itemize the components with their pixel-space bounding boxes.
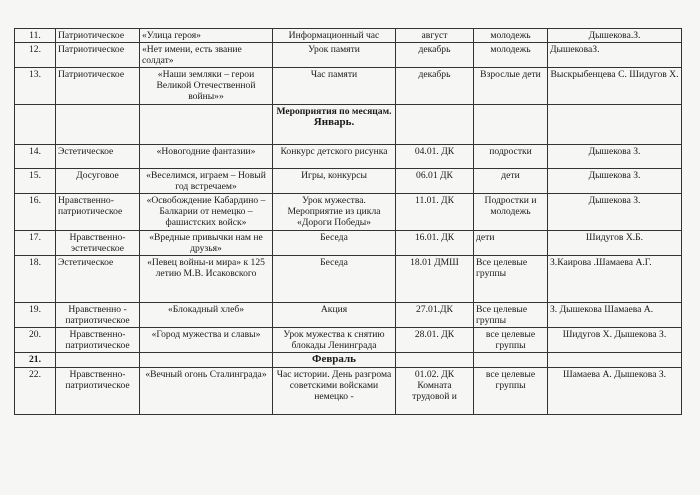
event-date-place: 01.02. ДК Комната трудовой и [396,368,474,415]
event-responsible: Дышекова З. [548,194,682,231]
event-responsible: Выскрыбенцева С. Шидугов Х. [548,68,682,105]
event-direction: Эстетическое [56,256,140,303]
event-date-place: 06.01 ДК [396,169,474,194]
event-date-place: декабрь [396,68,474,105]
row-number: 21. [15,353,56,368]
event-audience: Взрослые дети [474,68,548,105]
event-responsible: Дышекова З. [548,169,682,194]
section-heading [273,105,396,145]
section-header-row [15,105,682,145]
event-form: Урок мужества к снятию блокады Ленинграда [273,328,396,353]
event-audience: Все целевые группы [474,303,548,328]
row-number: 19. [15,303,56,328]
event-title: «Нет имени, есть звание солдат» [140,43,273,68]
row-number: 16. [15,194,56,231]
row-number: 22. [15,368,56,415]
event-audience: дети [474,169,548,194]
row-number: 12. [15,43,56,68]
table-row [15,231,682,256]
event-direction: Нравственно-патриотическое [56,368,140,415]
event-date-place: 04.01. ДК [396,145,474,169]
table-row [15,303,682,328]
event-direction: Эстетическое [56,145,140,169]
event-form: Урок памяти [273,43,396,68]
event-date-place: 28.01. ДК [396,328,474,353]
event-title: «Город мужества и славы» [140,328,273,353]
event-date-place: 18.01 ДМШ [396,256,474,303]
row-number: 20. [15,328,56,353]
month-heading: Январь. [313,116,355,128]
table-row [15,68,682,105]
row-number: 17. [15,231,56,256]
event-audience: дети [474,231,548,256]
event-direction: Досуговое [56,169,140,194]
event-form: Конкурс детского рисунка [273,145,396,169]
month-heading: Февраль [273,353,396,368]
event-direction: Нравственно-патриотическое [56,194,140,231]
row-number: 18. [15,256,56,303]
event-responsible: Шидугов Х.Б. [548,231,682,256]
event-responsible: Шамаева А. Дышекова З. [548,368,682,415]
table-row [15,29,682,43]
event-title: «Блокадный хлеб» [140,303,273,328]
event-audience: все целевые группы [474,328,548,353]
event-title: «Освобождение Кабардино – Балкарии от немецко – фашистских войск» [140,194,273,231]
event-title: «Новогодние фантазии» [140,145,273,169]
row-number: 11. [15,29,56,43]
event-title: «Певец войны-и мира» к 125 летию М.В. Исаковского [140,256,273,303]
event-title: «Веселимся, играем – Новый год встречаем» [140,169,273,194]
event-form: Беседа [273,231,396,256]
table-row [15,368,682,415]
event-responsible: Дышекова.З. [548,29,682,43]
row-number: 14. [15,145,56,169]
section-title: Мероприятия по месяцам. [276,106,392,117]
event-form: Урок мужества. Мероприятие из цикла «Дороги Победы» [273,194,396,231]
event-form: Беседа [273,256,396,303]
event-title: «Вечный огонь Сталинграда» [140,368,273,415]
event-responsible: ДышековаЗ. [548,43,682,68]
event-form: Час памяти [273,68,396,105]
event-form: Акция [273,303,396,328]
events-plan-table [14,28,682,415]
event-date-place: 27.01.ДК [396,303,474,328]
event-audience: подростки [474,145,548,169]
event-form: Игры, конкурсы [273,169,396,194]
event-audience: все целевые группы [474,368,548,415]
event-direction: Нравственно - патриотическое [56,303,140,328]
event-date-place: август [396,29,474,43]
table-row [15,43,682,68]
event-form: Информационный час [273,29,396,43]
row-number: 13. [15,68,56,105]
event-audience: молодежь [474,43,548,68]
event-direction: Патриотическое [56,43,140,68]
event-date-place: 16.01. ДК [396,231,474,256]
event-responsible: Шидугов Х. Дышекова З. [548,328,682,353]
table-row [15,194,682,231]
row-number: 15. [15,169,56,194]
table-row [15,169,682,194]
event-form: Час истории. День разгрома советскими войсками немецко - [273,368,396,415]
event-direction: Нравственно-эстетическое [56,231,140,256]
event-date-place: декабрь [396,43,474,68]
event-direction: Нравственно-патриотическое [56,328,140,353]
table-row [15,256,682,303]
event-date-place: 11.01. ДК [396,194,474,231]
event-title: «Вредные привычки нам не друзья» [140,231,273,256]
event-title: «Улица героя» [140,29,273,43]
event-title: «Наши земляки – герои Великой Отечественной войны»» [140,68,273,105]
event-audience: молодежь [474,29,548,43]
month-row [15,353,682,368]
event-responsible: З. Дышекова Шамаева А. [548,303,682,328]
table-row [15,145,682,169]
event-audience: Все целевые группы [474,256,548,303]
table-row [15,328,682,353]
event-responsible: Дышекова З. [548,145,682,169]
event-audience: Подростки и молодежь [474,194,548,231]
event-direction: Патриотическое [56,68,140,105]
event-direction: Патриотическое [56,29,140,43]
event-responsible: З.Каирова .Шамаева А.Г. [548,256,682,303]
